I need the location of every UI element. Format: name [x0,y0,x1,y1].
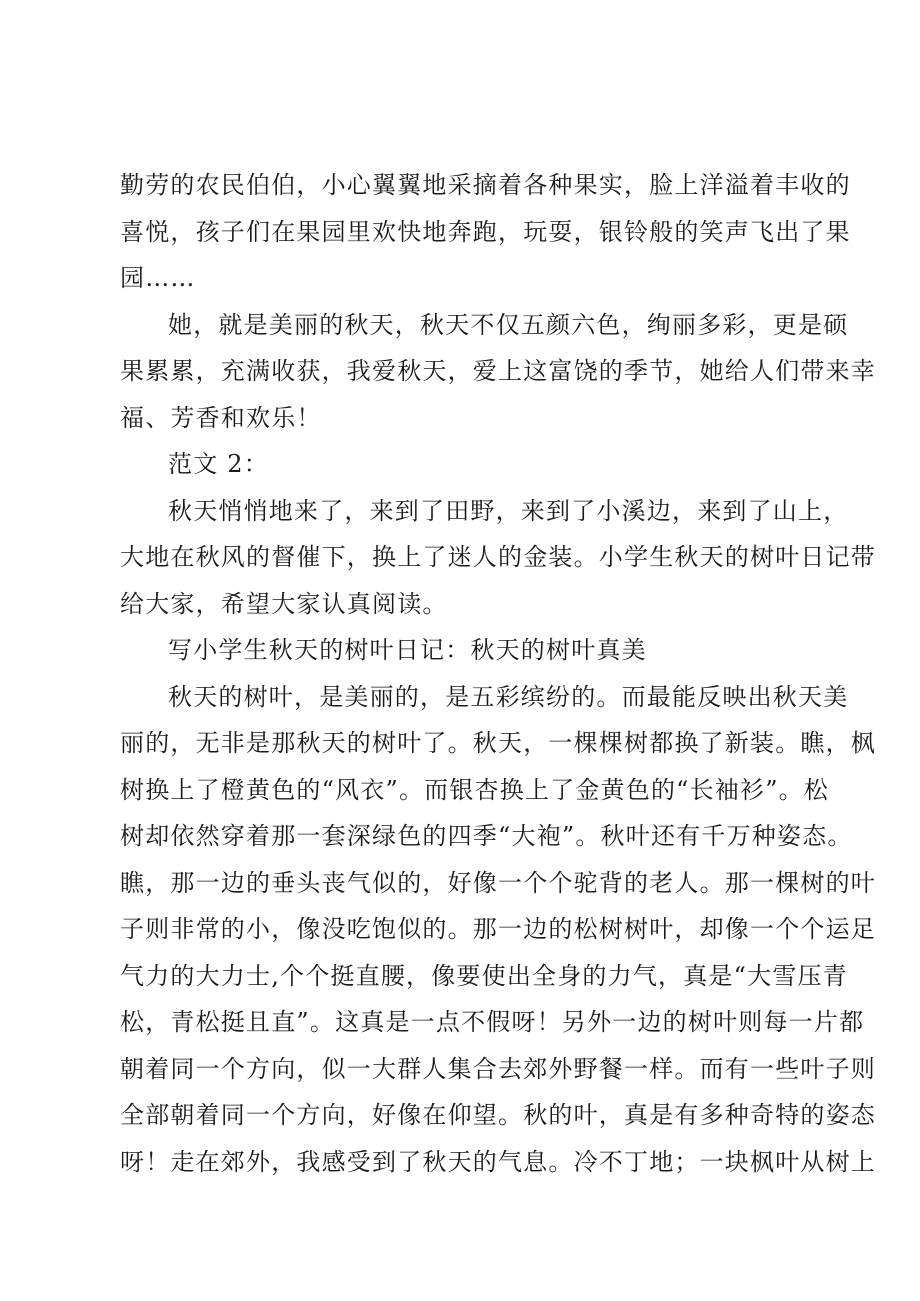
paragraph-start-line: 秋天悄悄地来了，来到了田野，来到了小溪边，来到了山上， [168,496,849,525]
document-body [120,162,876,1185]
section-heading: 范文 2： [168,450,269,478]
text-line: 子则非常的小，像没吃饱似的。那一边的松树树叶，却像一个个运足 [120,915,876,943]
text-line: 松，青松挺且直”。这真是一点不假呀！另外一边的树叶则每一片都 [120,1008,865,1036]
paragraph-start-line: 秋天的树叶，是美丽的，是五彩缤纷的。而最能反映出秋天美 [168,682,849,711]
text-line: 瞧，那一边的垂头丧气似的，好像一个个驼背的老人。那一棵树的叶 [120,868,876,897]
text-line: 全部朝着同一个方向，好像在仰望。秋的叶，真是有多种奇特的姿态 [120,1101,876,1129]
text-line: 气力的大力士,个个挺直腰，像要使出全身的力气，真是“大雪压青 [120,961,848,990]
text-line: 朝着同一个方向，似一大群人集合去郊外野餐一样。而有一些叶子则 [120,1054,876,1083]
text-line: 树却依然穿着那一套深绿色的四季“大袍”。秋叶还有千万种姿态。 [120,822,853,850]
article-title: 写小学生秋天的树叶日记：秋天的树叶真美 [168,636,647,664]
text-line: 呀！走在郊外，我感受到了秋天的气息。冷不丁地；一块枫叶从树上 [120,1147,876,1176]
text-line: 给大家，希望大家认真阅读。 [120,589,448,618]
paragraph-start-line: 她，就是美丽的秋天，秋天不仅五颜六色，绚丽多彩，更是硕 [168,310,849,339]
text-line: 喜悦，孩子们在果园里欢快地奔跑，玩耍，银铃般的笑声飞出了果 [120,217,851,246]
text-line: 果累累，充满收获，我爱秋天，爱上这富饶的季节，她给人们带来幸 [120,357,876,385]
text-line: 园…… [120,264,196,292]
text-line: 福、芳香和欢乐！ [120,403,322,432]
text-line: 树换上了橙黄色的“风衣”。而银杏换上了金黄色的“长袖衫”。松 [120,775,830,804]
text-line: 丽的，无非是那秋天的树叶了。秋天，一棵棵树都换了新装。瞧，枫 [120,729,876,757]
text-line: 大地在秋风的督催下，换上了迷人的金装。小学生秋天的树叶日记带 [120,543,876,571]
text-line: 勤劳的农民伯伯，小心翼翼地采摘着各种果实，脸上洋溢着丰收的 [120,171,851,199]
